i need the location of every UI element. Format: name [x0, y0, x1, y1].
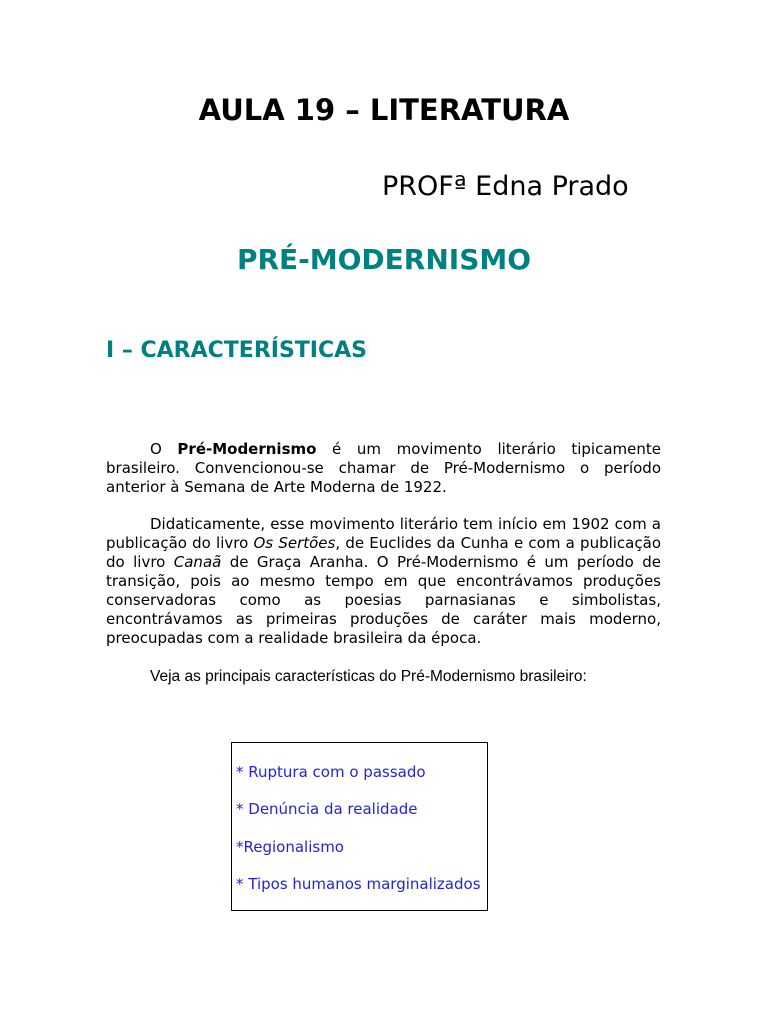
lesson-title: AULA 19 – LITERATURA	[198, 93, 570, 127]
paragraph-history-part3: de Graça Aranha. O Pré-Modernismo é um período de transição, pois ao mesmo tempo em que encontrávamos produções conservadoras como as poesias parnasianas e simbolistas, encontrávamos as primeiras produções de caráter mais moderno, preocupadas com a realidade brasileira da época.	[106, 553, 661, 647]
paragraph-intro	[106, 440, 661, 497]
paragraph-intro-lead: O	[150, 440, 178, 458]
paragraph-intro-bold-term: Pré-Modernismo	[177, 440, 317, 458]
book-title-os-sertoes: Os Sertões	[253, 534, 336, 552]
characteristic-item: *Regionalismo	[236, 838, 344, 856]
paragraph-list-intro	[106, 667, 661, 686]
movement-title: PRÉ-MODERNISMO	[236, 243, 532, 276]
characteristic-item: * Denúncia da realidade	[236, 800, 418, 818]
characteristic-item: * Tipos humanos marginalizados	[236, 875, 481, 893]
characteristics-box	[231, 742, 488, 911]
paragraph-history	[106, 515, 661, 648]
paragraph-intro-rest: é um movimento literário tipicamente brasileiro. Convencionou-se chamar de Pré-Modernismo o período anterior à Semana de Arte Moderna de 1922.	[106, 440, 661, 496]
paragraph-history-part1: Didaticamente, esse movimento literário tem início em 1902 com a publicação do livro	[106, 515, 661, 552]
book-title-canaa: Canaã	[173, 553, 222, 571]
characteristic-item: * Ruptura com o passado	[236, 763, 426, 781]
paragraph-list-intro-text: Veja as principais características do Pré-Modernismo brasileiro:	[150, 668, 587, 685]
professor-name: PROFª Edna Prado	[382, 171, 629, 202]
paragraph-history-part2: , de Euclides da Cunha e com a publicação do livro	[106, 534, 661, 571]
section-heading: I – CARACTERÍSTICAS	[106, 338, 368, 363]
